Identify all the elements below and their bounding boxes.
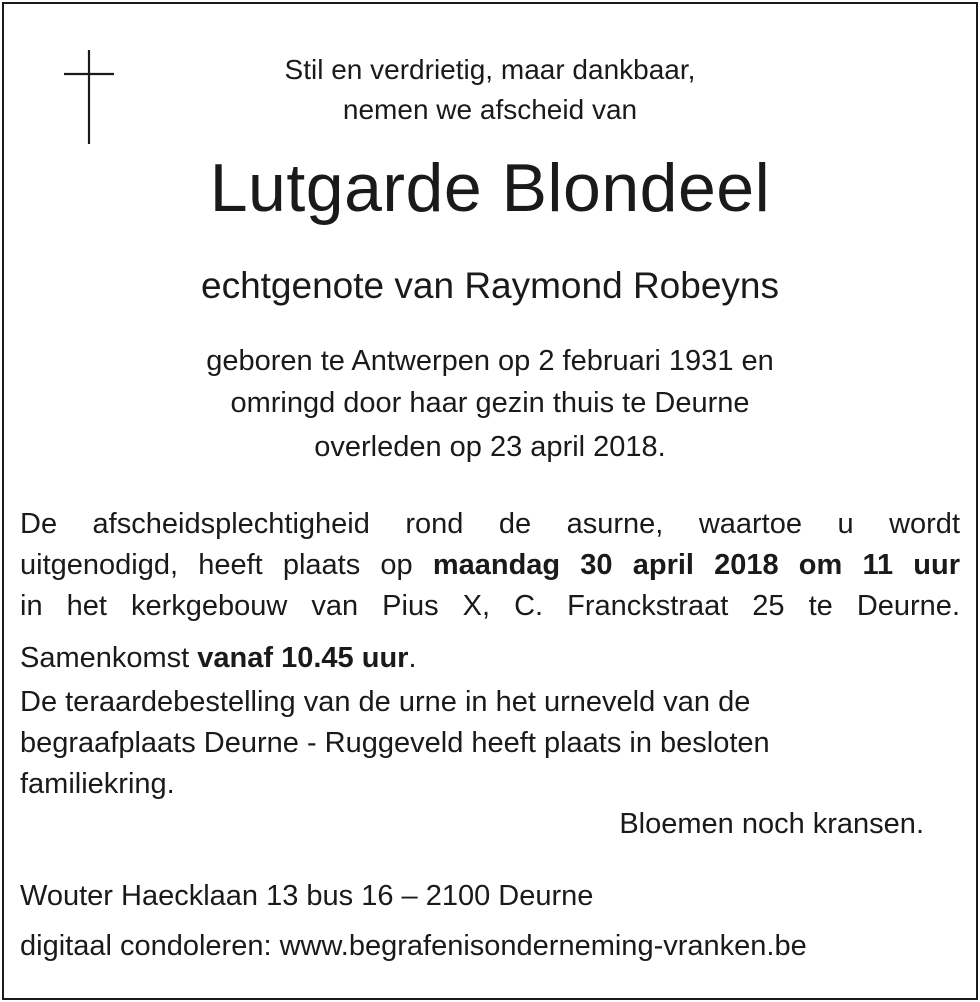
- death-line: overleden op 23 april 2018.: [314, 431, 666, 463]
- intro-line: nemen we afscheid van: [342, 94, 638, 125]
- burial-paragraph: [20, 682, 960, 805]
- spouse-line: echtgenote van Raymond Robeyns: [201, 265, 779, 306]
- flowers-note: Bloemen noch kransen.: [619, 808, 924, 840]
- gathering-time: vanaf 10.45 uur: [197, 642, 409, 674]
- home-address: Wouter Haecklaan 13 bus 16 – 2100 Deurne: [20, 880, 594, 912]
- ceremony-line: [20, 545, 960, 586]
- intro-line: Stil en verdrietig, maar dankbaar,: [284, 54, 696, 85]
- ceremony-line: De afscheidsplechtigheid rond de asurne, waartoe u wordt: [20, 508, 960, 540]
- surrounded-line: omringd door haar gezin thuis te Deurne: [230, 387, 750, 419]
- ceremony-text: uitgenodigd, heeft plaats op: [20, 549, 433, 581]
- birth-line: geboren te Antwerpen op 2 februari 1931 en: [206, 345, 774, 377]
- burial-line: begraafplaats Deurne - Ruggeveld heeft plaats in besloten: [20, 727, 770, 759]
- intro-text: [0, 50, 980, 130]
- condolence-website[interactable]: digitaal condoleren: www.begrafenisonderneming-vranken.be: [20, 930, 807, 962]
- life-dates: [0, 340, 980, 468]
- burial-line: De teraardebestelling van de urne in het urneveld van de: [20, 686, 751, 718]
- gathering-text: Samenkomst: [20, 642, 198, 674]
- deceased-name: Lutgarde Blondeel: [209, 150, 771, 226]
- gathering-period: .: [408, 642, 417, 674]
- burial-line: familiekring.: [20, 768, 175, 800]
- ceremony-line: in het kerkgebouw van Pius X, C. Franckstraat 25 te Deurne.: [20, 590, 960, 622]
- ceremony-paragraph: [20, 504, 960, 627]
- gathering-paragraph: [20, 638, 960, 679]
- ceremony-date: maandag 30 april 2018 om 11 uur: [432, 549, 960, 581]
